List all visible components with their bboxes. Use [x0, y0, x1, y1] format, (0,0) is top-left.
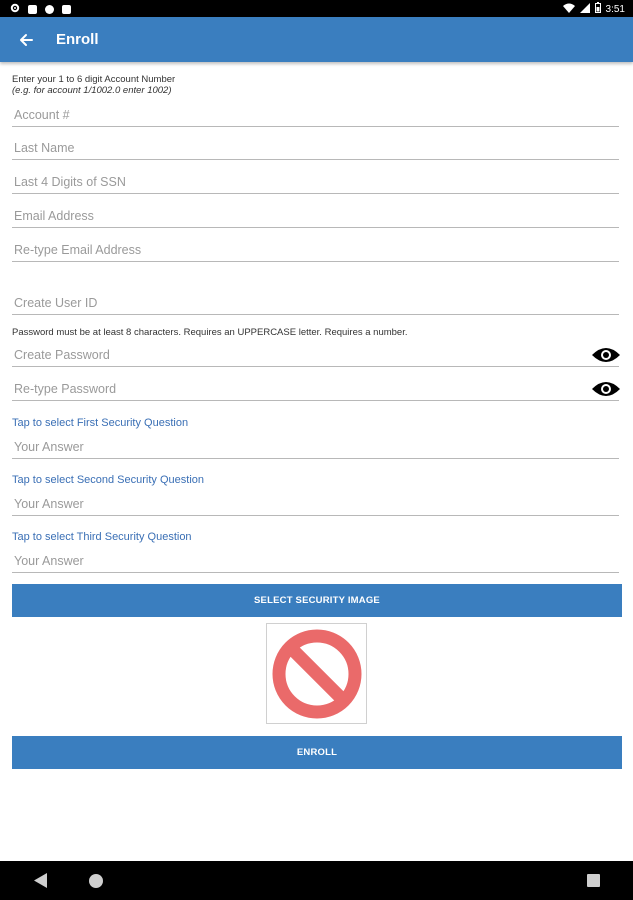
app-bar — [0, 17, 633, 62]
last-name-field[interactable] — [12, 132, 619, 160]
sd-card-icon — [62, 5, 71, 14]
second-answer-field[interactable] — [12, 488, 619, 516]
first-answer-field[interactable] — [12, 431, 619, 459]
select-security-image-button[interactable]: SELECT SECURITY IMAGE — [12, 584, 622, 617]
sync-icon — [45, 5, 54, 14]
second-security-question-selector[interactable]: Tap to select Second Security Question — [12, 474, 204, 486]
first-security-question-selector[interactable]: Tap to select First Security Question — [12, 417, 189, 429]
last-name-input[interactable] — [14, 141, 574, 155]
status-icons-right — [563, 2, 625, 16]
status-bar — [0, 0, 633, 17]
eye-icon[interactable] — [591, 379, 621, 399]
account-hint-line2: (e.g. for account 1/1002.0 enter 1002) — [12, 85, 172, 96]
system-nav-bar — [0, 861, 633, 900]
third-answer-input[interactable] — [14, 554, 574, 568]
notification-icon — [28, 5, 37, 14]
settings-icon — [10, 3, 20, 16]
battery-icon — [595, 2, 601, 16]
account-hint — [12, 74, 175, 96]
third-answer-field[interactable] — [12, 545, 619, 573]
first-answer-input[interactable] — [14, 440, 574, 454]
arrow-left-icon — [19, 33, 33, 47]
account-hint-line1: Enter your 1 to 6 digit Account Number — [12, 74, 176, 85]
nav-home-icon[interactable] — [89, 874, 103, 888]
signal-icon — [580, 3, 590, 16]
nav-back-icon[interactable] — [34, 873, 48, 888]
eye-icon[interactable] — [591, 345, 621, 365]
page-title: Enroll — [56, 31, 99, 48]
status-icons-left — [10, 3, 71, 16]
password-input[interactable] — [14, 348, 574, 362]
no-entry-sign-icon — [271, 628, 363, 720]
email-field[interactable] — [12, 200, 619, 228]
account-number-field[interactable] — [12, 99, 619, 127]
user-id-input[interactable] — [14, 296, 574, 310]
security-image[interactable] — [266, 623, 367, 724]
password-field[interactable] — [12, 339, 619, 367]
nav-recents-icon[interactable] — [587, 874, 600, 887]
password-hint: Password must be at least 8 characters. Requires an UPPERCASE letter. Requires a number. — [12, 327, 408, 338]
enroll-button[interactable]: ENROLL — [12, 736, 622, 769]
ssn-input[interactable] — [14, 175, 574, 189]
password-confirm-field[interactable] — [12, 373, 619, 401]
back-button[interactable] — [12, 27, 40, 53]
second-answer-input[interactable] — [14, 497, 574, 511]
account-number-input[interactable] — [14, 108, 574, 122]
ssn-field[interactable] — [12, 166, 619, 194]
user-id-field[interactable] — [12, 287, 619, 315]
password-confirm-input[interactable] — [14, 382, 574, 396]
email-confirm-input[interactable] — [14, 243, 574, 257]
status-time: 3:51 — [605, 3, 625, 15]
wifi-icon — [563, 3, 575, 16]
email-confirm-field[interactable] — [12, 234, 619, 262]
third-security-question-selector[interactable]: Tap to select Third Security Question — [12, 531, 192, 543]
email-input[interactable] — [14, 209, 574, 223]
